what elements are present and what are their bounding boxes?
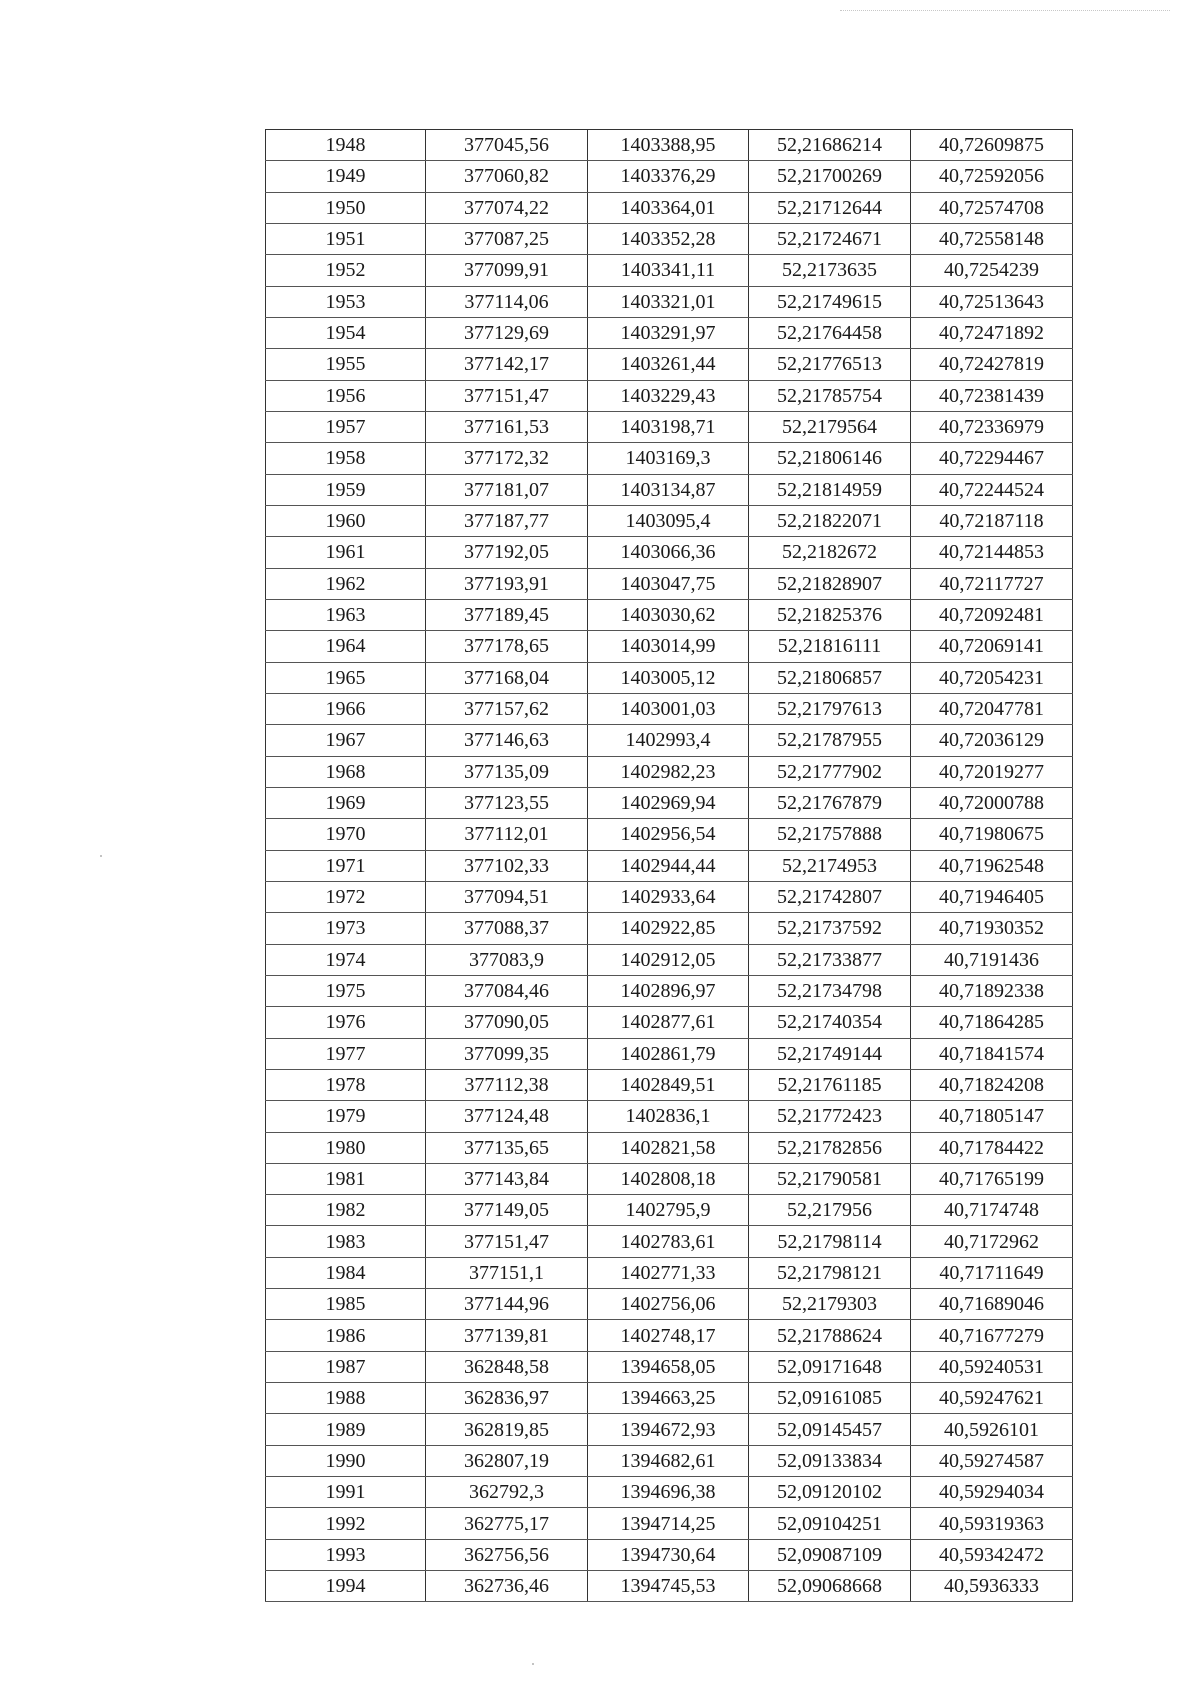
x-coordinate-cell: 377149,05 xyxy=(426,1195,588,1226)
longitude-cell: 40,71805147 xyxy=(911,1101,1073,1132)
x-coordinate-cell: 362736,46 xyxy=(426,1571,588,1602)
latitude-cell: 52,21740354 xyxy=(749,1007,911,1038)
x-coordinate-cell: 377083,9 xyxy=(426,944,588,975)
point-number-cell: 1948 xyxy=(266,130,426,161)
y-coordinate-cell: 1394696,38 xyxy=(588,1477,749,1508)
table-row xyxy=(266,819,1073,850)
point-number-cell: 1978 xyxy=(266,1069,426,1100)
latitude-cell: 52,21776513 xyxy=(749,349,911,380)
point-number-cell: 1964 xyxy=(266,631,426,662)
latitude-cell: 52,21787955 xyxy=(749,725,911,756)
point-number-cell: 1989 xyxy=(266,1414,426,1445)
y-coordinate-cell: 1403364,01 xyxy=(588,192,749,223)
table-row xyxy=(266,1414,1073,1445)
longitude-cell: 40,71711649 xyxy=(911,1257,1073,1288)
y-coordinate-cell: 1394745,53 xyxy=(588,1571,749,1602)
longitude-cell: 40,72609875 xyxy=(911,130,1073,161)
y-coordinate-cell: 1403134,87 xyxy=(588,474,749,505)
latitude-cell: 52,21686214 xyxy=(749,130,911,161)
x-coordinate-cell: 377112,01 xyxy=(426,819,588,850)
y-coordinate-cell: 1403229,43 xyxy=(588,380,749,411)
x-coordinate-cell: 377124,48 xyxy=(426,1101,588,1132)
scan-artifact-dot xyxy=(100,855,102,857)
longitude-cell: 40,72381439 xyxy=(911,380,1073,411)
y-coordinate-cell: 1402912,05 xyxy=(588,944,749,975)
longitude-cell: 40,7191436 xyxy=(911,944,1073,975)
table-row xyxy=(266,1226,1073,1257)
latitude-cell: 52,09087109 xyxy=(749,1539,911,1570)
latitude-cell: 52,2179303 xyxy=(749,1289,911,1320)
longitude-cell: 40,59342472 xyxy=(911,1539,1073,1570)
table-row xyxy=(266,1539,1073,1570)
x-coordinate-cell: 377151,47 xyxy=(426,380,588,411)
longitude-cell: 40,72144853 xyxy=(911,537,1073,568)
x-coordinate-cell: 377161,53 xyxy=(426,411,588,442)
latitude-cell: 52,217956 xyxy=(749,1195,911,1226)
point-number-cell: 1980 xyxy=(266,1132,426,1163)
longitude-cell: 40,5926101 xyxy=(911,1414,1073,1445)
x-coordinate-cell: 377151,1 xyxy=(426,1257,588,1288)
table-row xyxy=(266,286,1073,317)
x-coordinate-cell: 377102,33 xyxy=(426,850,588,881)
latitude-cell: 52,09171648 xyxy=(749,1351,911,1382)
latitude-cell: 52,21790581 xyxy=(749,1163,911,1194)
x-coordinate-cell: 377187,77 xyxy=(426,505,588,536)
x-coordinate-cell: 377114,06 xyxy=(426,286,588,317)
point-number-cell: 1968 xyxy=(266,756,426,787)
point-number-cell: 1990 xyxy=(266,1445,426,1476)
longitude-cell: 40,72047781 xyxy=(911,693,1073,724)
y-coordinate-cell: 1402849,51 xyxy=(588,1069,749,1100)
point-number-cell: 1954 xyxy=(266,317,426,348)
y-coordinate-cell: 1394730,64 xyxy=(588,1539,749,1570)
longitude-cell: 40,72036129 xyxy=(911,725,1073,756)
longitude-cell: 40,72244524 xyxy=(911,474,1073,505)
x-coordinate-cell: 377099,35 xyxy=(426,1038,588,1069)
table-row xyxy=(266,1257,1073,1288)
y-coordinate-cell: 1402836,1 xyxy=(588,1101,749,1132)
longitude-cell: 40,7254239 xyxy=(911,255,1073,286)
x-coordinate-cell: 377088,37 xyxy=(426,913,588,944)
point-number-cell: 1966 xyxy=(266,693,426,724)
point-number-cell: 1959 xyxy=(266,474,426,505)
y-coordinate-cell: 1402944,44 xyxy=(588,850,749,881)
x-coordinate-cell: 377189,45 xyxy=(426,599,588,630)
y-coordinate-cell: 1403095,4 xyxy=(588,505,749,536)
latitude-cell: 52,21785754 xyxy=(749,380,911,411)
point-number-cell: 1951 xyxy=(266,223,426,254)
longitude-cell: 40,72336979 xyxy=(911,411,1073,442)
coordinates-table xyxy=(265,129,1073,1602)
y-coordinate-cell: 1402956,54 xyxy=(588,819,749,850)
longitude-cell: 40,71765199 xyxy=(911,1163,1073,1194)
latitude-cell: 52,21814959 xyxy=(749,474,911,505)
table-row xyxy=(266,1163,1073,1194)
table-row xyxy=(266,881,1073,912)
x-coordinate-cell: 377087,25 xyxy=(426,223,588,254)
table-row xyxy=(266,787,1073,818)
point-number-cell: 1957 xyxy=(266,411,426,442)
latitude-cell: 52,21737592 xyxy=(749,913,911,944)
longitude-cell: 40,72069141 xyxy=(911,631,1073,662)
table-row xyxy=(266,443,1073,474)
x-coordinate-cell: 377123,55 xyxy=(426,787,588,818)
latitude-cell: 52,21806857 xyxy=(749,662,911,693)
table-row xyxy=(266,1571,1073,1602)
point-number-cell: 1994 xyxy=(266,1571,426,1602)
point-number-cell: 1972 xyxy=(266,881,426,912)
table-row xyxy=(266,1101,1073,1132)
point-number-cell: 1984 xyxy=(266,1257,426,1288)
table-row xyxy=(266,1383,1073,1414)
longitude-cell: 40,71784422 xyxy=(911,1132,1073,1163)
longitude-cell: 40,7174748 xyxy=(911,1195,1073,1226)
latitude-cell: 52,21712644 xyxy=(749,192,911,223)
longitude-cell: 40,59294034 xyxy=(911,1477,1073,1508)
table-row xyxy=(266,474,1073,505)
table-row xyxy=(266,537,1073,568)
table-row xyxy=(266,975,1073,1006)
latitude-cell: 52,21825376 xyxy=(749,599,911,630)
y-coordinate-cell: 1394672,93 xyxy=(588,1414,749,1445)
y-coordinate-cell: 1403388,95 xyxy=(588,130,749,161)
table-row xyxy=(266,1320,1073,1351)
table-row xyxy=(266,1445,1073,1476)
x-coordinate-cell: 377090,05 xyxy=(426,1007,588,1038)
point-number-cell: 1979 xyxy=(266,1101,426,1132)
table-row xyxy=(266,1477,1073,1508)
point-number-cell: 1962 xyxy=(266,568,426,599)
latitude-cell: 52,2174953 xyxy=(749,850,911,881)
y-coordinate-cell: 1403066,36 xyxy=(588,537,749,568)
latitude-cell: 52,21757888 xyxy=(749,819,911,850)
latitude-cell: 52,21764458 xyxy=(749,317,911,348)
longitude-cell: 40,71864285 xyxy=(911,1007,1073,1038)
table-row xyxy=(266,725,1073,756)
point-number-cell: 1965 xyxy=(266,662,426,693)
x-coordinate-cell: 362756,56 xyxy=(426,1539,588,1570)
x-coordinate-cell: 377192,05 xyxy=(426,537,588,568)
latitude-cell: 52,21749144 xyxy=(749,1038,911,1069)
point-number-cell: 1993 xyxy=(266,1539,426,1570)
table-row xyxy=(266,130,1073,161)
table-row xyxy=(266,505,1073,536)
point-number-cell: 1971 xyxy=(266,850,426,881)
latitude-cell: 52,21749615 xyxy=(749,286,911,317)
table-row xyxy=(266,1069,1073,1100)
x-coordinate-cell: 377178,65 xyxy=(426,631,588,662)
longitude-cell: 40,71892338 xyxy=(911,975,1073,1006)
y-coordinate-cell: 1402756,06 xyxy=(588,1289,749,1320)
x-coordinate-cell: 362792,3 xyxy=(426,1477,588,1508)
x-coordinate-cell: 362848,58 xyxy=(426,1351,588,1382)
latitude-cell: 52,2182672 xyxy=(749,537,911,568)
y-coordinate-cell: 1402993,4 xyxy=(588,725,749,756)
longitude-cell: 40,71962548 xyxy=(911,850,1073,881)
point-number-cell: 1970 xyxy=(266,819,426,850)
longitude-cell: 40,72427819 xyxy=(911,349,1073,380)
latitude-cell: 52,21742807 xyxy=(749,881,911,912)
table-row xyxy=(266,662,1073,693)
x-coordinate-cell: 377060,82 xyxy=(426,161,588,192)
x-coordinate-cell: 377143,84 xyxy=(426,1163,588,1194)
x-coordinate-cell: 377135,65 xyxy=(426,1132,588,1163)
x-coordinate-cell: 377112,38 xyxy=(426,1069,588,1100)
table-row xyxy=(266,192,1073,223)
point-number-cell: 1985 xyxy=(266,1289,426,1320)
latitude-cell: 52,21733877 xyxy=(749,944,911,975)
x-coordinate-cell: 377094,51 xyxy=(426,881,588,912)
table-row xyxy=(266,1289,1073,1320)
latitude-cell: 52,21772423 xyxy=(749,1101,911,1132)
y-coordinate-cell: 1403198,71 xyxy=(588,411,749,442)
table-row xyxy=(266,850,1073,881)
x-coordinate-cell: 362819,85 xyxy=(426,1414,588,1445)
latitude-cell: 52,21788624 xyxy=(749,1320,911,1351)
latitude-cell: 52,2173635 xyxy=(749,255,911,286)
latitude-cell: 52,21700269 xyxy=(749,161,911,192)
y-coordinate-cell: 1394663,25 xyxy=(588,1383,749,1414)
y-coordinate-cell: 1403014,99 xyxy=(588,631,749,662)
longitude-cell: 40,71930352 xyxy=(911,913,1073,944)
latitude-cell: 52,09068668 xyxy=(749,1571,911,1602)
point-number-cell: 1969 xyxy=(266,787,426,818)
table-row xyxy=(266,317,1073,348)
latitude-cell: 52,21777902 xyxy=(749,756,911,787)
y-coordinate-cell: 1403005,12 xyxy=(588,662,749,693)
latitude-cell: 52,09104251 xyxy=(749,1508,911,1539)
y-coordinate-cell: 1402877,61 xyxy=(588,1007,749,1038)
point-number-cell: 1977 xyxy=(266,1038,426,1069)
y-coordinate-cell: 1402795,9 xyxy=(588,1195,749,1226)
longitude-cell: 40,71824208 xyxy=(911,1069,1073,1100)
y-coordinate-cell: 1402896,97 xyxy=(588,975,749,1006)
point-number-cell: 1958 xyxy=(266,443,426,474)
longitude-cell: 40,59274587 xyxy=(911,1445,1073,1476)
y-coordinate-cell: 1402922,85 xyxy=(588,913,749,944)
point-number-cell: 1955 xyxy=(266,349,426,380)
longitude-cell: 40,7172962 xyxy=(911,1226,1073,1257)
latitude-cell: 52,21828907 xyxy=(749,568,911,599)
x-coordinate-cell: 377168,04 xyxy=(426,662,588,693)
x-coordinate-cell: 377146,63 xyxy=(426,725,588,756)
longitude-cell: 40,71980675 xyxy=(911,819,1073,850)
point-number-cell: 1974 xyxy=(266,944,426,975)
y-coordinate-cell: 1402771,33 xyxy=(588,1257,749,1288)
point-number-cell: 1950 xyxy=(266,192,426,223)
table-row xyxy=(266,1351,1073,1382)
longitude-cell: 40,72019277 xyxy=(911,756,1073,787)
x-coordinate-cell: 362807,19 xyxy=(426,1445,588,1476)
y-coordinate-cell: 1402748,17 xyxy=(588,1320,749,1351)
longitude-cell: 40,5936333 xyxy=(911,1571,1073,1602)
latitude-cell: 52,09120102 xyxy=(749,1477,911,1508)
point-number-cell: 1976 xyxy=(266,1007,426,1038)
longitude-cell: 40,72294467 xyxy=(911,443,1073,474)
table-row xyxy=(266,913,1073,944)
longitude-cell: 40,72471892 xyxy=(911,317,1073,348)
y-coordinate-cell: 1403376,29 xyxy=(588,161,749,192)
point-number-cell: 1991 xyxy=(266,1477,426,1508)
y-coordinate-cell: 1403169,3 xyxy=(588,443,749,474)
point-number-cell: 1982 xyxy=(266,1195,426,1226)
table-row xyxy=(266,631,1073,662)
latitude-cell: 52,21761185 xyxy=(749,1069,911,1100)
table-row xyxy=(266,255,1073,286)
y-coordinate-cell: 1402982,23 xyxy=(588,756,749,787)
table-row xyxy=(266,1007,1073,1038)
table-row xyxy=(266,1038,1073,1069)
latitude-cell: 52,21798121 xyxy=(749,1257,911,1288)
table-row xyxy=(266,944,1073,975)
point-number-cell: 1949 xyxy=(266,161,426,192)
point-number-cell: 1952 xyxy=(266,255,426,286)
latitude-cell: 52,2179564 xyxy=(749,411,911,442)
longitude-cell: 40,72187118 xyxy=(911,505,1073,536)
latitude-cell: 52,21734798 xyxy=(749,975,911,1006)
point-number-cell: 1963 xyxy=(266,599,426,630)
y-coordinate-cell: 1402821,58 xyxy=(588,1132,749,1163)
point-number-cell: 1973 xyxy=(266,913,426,944)
y-coordinate-cell: 1402861,79 xyxy=(588,1038,749,1069)
latitude-cell: 52,21797613 xyxy=(749,693,911,724)
table-row xyxy=(266,349,1073,380)
table-row xyxy=(266,756,1073,787)
x-coordinate-cell: 377129,69 xyxy=(426,317,588,348)
longitude-cell: 40,72574708 xyxy=(911,192,1073,223)
scan-artifact-dot xyxy=(532,1663,534,1665)
x-coordinate-cell: 377157,62 xyxy=(426,693,588,724)
x-coordinate-cell: 377142,17 xyxy=(426,349,588,380)
coordinates-table-body xyxy=(266,130,1073,1602)
point-number-cell: 1961 xyxy=(266,537,426,568)
y-coordinate-cell: 1394714,25 xyxy=(588,1508,749,1539)
longitude-cell: 40,59240531 xyxy=(911,1351,1073,1382)
x-coordinate-cell: 377074,22 xyxy=(426,192,588,223)
table-row xyxy=(266,380,1073,411)
point-number-cell: 1960 xyxy=(266,505,426,536)
point-number-cell: 1981 xyxy=(266,1163,426,1194)
x-coordinate-cell: 377151,47 xyxy=(426,1226,588,1257)
x-coordinate-cell: 377135,09 xyxy=(426,756,588,787)
longitude-cell: 40,59247621 xyxy=(911,1383,1073,1414)
x-coordinate-cell: 377045,56 xyxy=(426,130,588,161)
table-row xyxy=(266,411,1073,442)
y-coordinate-cell: 1403001,03 xyxy=(588,693,749,724)
y-coordinate-cell: 1402933,64 xyxy=(588,881,749,912)
x-coordinate-cell: 377181,07 xyxy=(426,474,588,505)
longitude-cell: 40,71677279 xyxy=(911,1320,1073,1351)
table-row xyxy=(266,1195,1073,1226)
point-number-cell: 1967 xyxy=(266,725,426,756)
table-row xyxy=(266,693,1073,724)
y-coordinate-cell: 1402808,18 xyxy=(588,1163,749,1194)
x-coordinate-cell: 377172,32 xyxy=(426,443,588,474)
point-number-cell: 1988 xyxy=(266,1383,426,1414)
point-number-cell: 1975 xyxy=(266,975,426,1006)
y-coordinate-cell: 1403341,11 xyxy=(588,255,749,286)
x-coordinate-cell: 377193,91 xyxy=(426,568,588,599)
x-coordinate-cell: 377144,96 xyxy=(426,1289,588,1320)
y-coordinate-cell: 1394682,61 xyxy=(588,1445,749,1476)
y-coordinate-cell: 1403030,62 xyxy=(588,599,749,630)
y-coordinate-cell: 1394658,05 xyxy=(588,1351,749,1382)
longitude-cell: 40,71841574 xyxy=(911,1038,1073,1069)
point-number-cell: 1983 xyxy=(266,1226,426,1257)
latitude-cell: 52,21816111 xyxy=(749,631,911,662)
latitude-cell: 52,21782856 xyxy=(749,1132,911,1163)
x-coordinate-cell: 377139,81 xyxy=(426,1320,588,1351)
y-coordinate-cell: 1402783,61 xyxy=(588,1226,749,1257)
point-number-cell: 1987 xyxy=(266,1351,426,1382)
latitude-cell: 52,21724671 xyxy=(749,223,911,254)
y-coordinate-cell: 1403352,28 xyxy=(588,223,749,254)
latitude-cell: 52,21798114 xyxy=(749,1226,911,1257)
latitude-cell: 52,21806146 xyxy=(749,443,911,474)
point-number-cell: 1956 xyxy=(266,380,426,411)
latitude-cell: 52,09145457 xyxy=(749,1414,911,1445)
point-number-cell: 1992 xyxy=(266,1508,426,1539)
table-row xyxy=(266,568,1073,599)
latitude-cell: 52,21767879 xyxy=(749,787,911,818)
table-row xyxy=(266,1132,1073,1163)
y-coordinate-cell: 1403291,97 xyxy=(588,317,749,348)
longitude-cell: 40,72513643 xyxy=(911,286,1073,317)
longitude-cell: 40,72592056 xyxy=(911,161,1073,192)
longitude-cell: 40,72054231 xyxy=(911,662,1073,693)
x-coordinate-cell: 362775,17 xyxy=(426,1508,588,1539)
longitude-cell: 40,72558148 xyxy=(911,223,1073,254)
table-row xyxy=(266,161,1073,192)
longitude-cell: 40,72092481 xyxy=(911,599,1073,630)
x-coordinate-cell: 377099,91 xyxy=(426,255,588,286)
longitude-cell: 40,71946405 xyxy=(911,881,1073,912)
y-coordinate-cell: 1403261,44 xyxy=(588,349,749,380)
longitude-cell: 40,72117727 xyxy=(911,568,1073,599)
x-coordinate-cell: 377084,46 xyxy=(426,975,588,1006)
longitude-cell: 40,71689046 xyxy=(911,1289,1073,1320)
longitude-cell: 40,59319363 xyxy=(911,1508,1073,1539)
point-number-cell: 1953 xyxy=(266,286,426,317)
point-number-cell: 1986 xyxy=(266,1320,426,1351)
y-coordinate-cell: 1403321,01 xyxy=(588,286,749,317)
longitude-cell: 40,72000788 xyxy=(911,787,1073,818)
y-coordinate-cell: 1403047,75 xyxy=(588,568,749,599)
latitude-cell: 52,09161085 xyxy=(749,1383,911,1414)
x-coordinate-cell: 362836,97 xyxy=(426,1383,588,1414)
latitude-cell: 52,21822071 xyxy=(749,505,911,536)
table-row xyxy=(266,1508,1073,1539)
latitude-cell: 52,09133834 xyxy=(749,1445,911,1476)
table-row xyxy=(266,599,1073,630)
table-row xyxy=(266,223,1073,254)
scan-artifact-line xyxy=(840,10,1170,11)
y-coordinate-cell: 1402969,94 xyxy=(588,787,749,818)
